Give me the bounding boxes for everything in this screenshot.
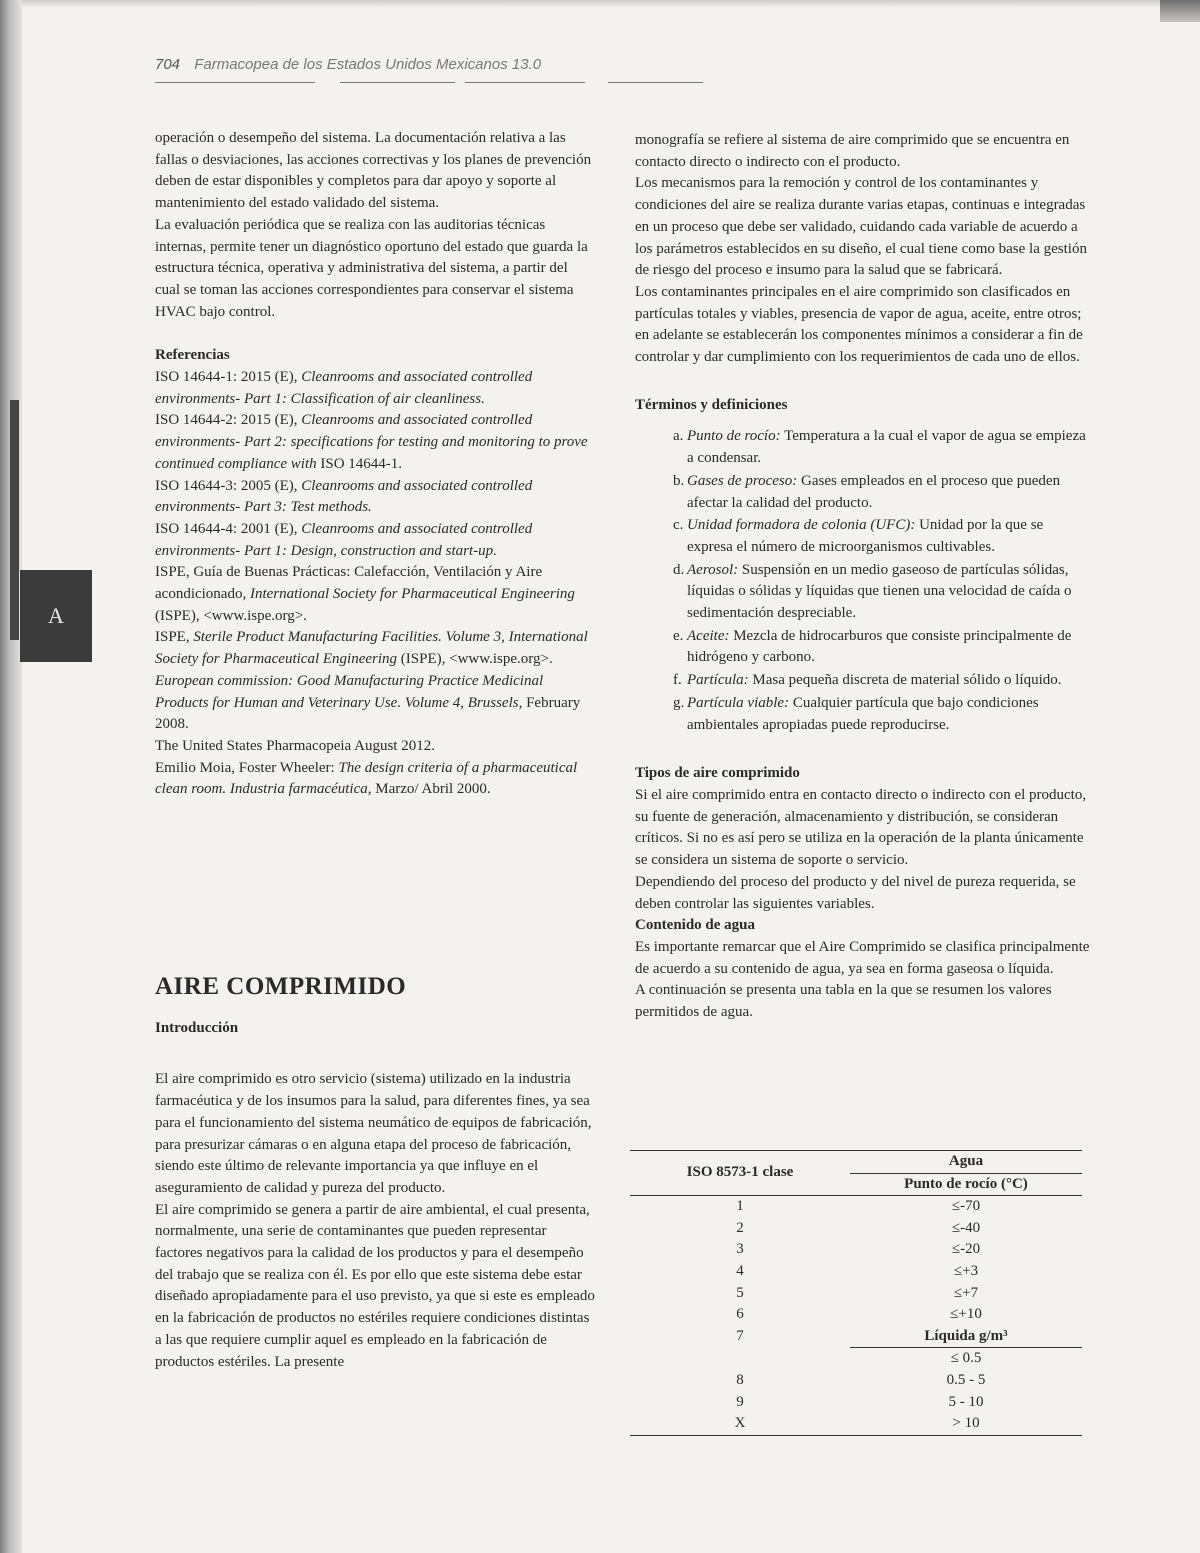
definition-text: Temperatura a la cual el vapor de agua se empieza a condensar. xyxy=(687,428,1086,467)
table-cell-class: X xyxy=(630,1413,850,1435)
table-cell-value: ≤ 0.5 xyxy=(850,1348,1082,1370)
table-cell-value: ≤+10 xyxy=(950,1306,982,1323)
definition-term: Partícula: xyxy=(687,672,749,689)
terms-heading: Términos y definiciones xyxy=(635,396,788,413)
reference-item xyxy=(155,519,595,562)
reference-title: Cleanrooms and associated controlled environments- Part 3: Test methods. xyxy=(155,477,533,516)
body-paragraph: El aire comprimido es otro servicio (sistema) utilizado en la industria farmacéutica y de los insumos para la salud, para diferentes fines, ya sea para el funcionamiento del sistema neumático de equipos de fabricación, para presurizar cámaras o en alguna etapa del proceso de fabricación, siendo este último de relevante importancia ya que influye en el aseguramiento de calidad y pureza del producto. xyxy=(155,1071,592,1196)
publication-title: Farmacopea de los Estados Unidos Mexicanos 13.0 xyxy=(194,56,542,73)
definition-item xyxy=(635,471,1090,514)
table-cell-class: 2 xyxy=(736,1219,744,1236)
definition-marker: g. xyxy=(673,694,685,711)
reference-title: Cleanrooms and associated controlled environments- Part 1: Classification of air cleanliness. xyxy=(155,369,533,407)
definition-text: Gases empleados en el proceso que pueden afectar la calidad del producto. xyxy=(687,472,1061,511)
table-cell-class: 5 xyxy=(736,1284,744,1301)
left-column xyxy=(155,128,595,801)
definition-item xyxy=(635,515,1090,558)
body-paragraph: A continuación se presenta una tabla en la que se resumen los valores permitidos de agua. xyxy=(635,982,1052,1021)
types-heading: Tipos de aire comprimido xyxy=(635,765,800,782)
definition-marker: e. xyxy=(673,627,684,644)
reference-title: Sterile Product Manufacturing Facilities. Volume 3, International Society for Pharmaceutical Engineering xyxy=(155,629,588,668)
reference-item xyxy=(155,736,595,758)
scan-edge-left xyxy=(0,0,22,1553)
water-heading: Contenido de agua xyxy=(635,917,756,934)
body-paragraph: El aire comprimido se genera a partir de aire ambiental, el cual presenta, normalmente, una serie de contaminantes que pueden representar factores negativos para la calidad de los productos y para el desempeño del trabajo que se realiza con él. Es por ello que este sistema debe estar diseñado apropiadamente para el uso previsto, ya que si este es empleado en la fabricación de productos no estériles requiere condiciones distintas a las que requiere cumplir aquel es empleado en la fabricación de productos estériles. La presente xyxy=(155,1201,595,1370)
reference-text: (ISPE), <www.ispe.org>. xyxy=(155,607,307,624)
table-header-water: Agua xyxy=(850,1151,1082,1174)
table-body-liquid xyxy=(630,1370,1082,1435)
scan-binding-shadow xyxy=(10,400,19,640)
table-cell-class: 4 xyxy=(736,1262,744,1279)
reference-item xyxy=(155,627,595,670)
left-column-lower xyxy=(155,973,595,1373)
definition-item xyxy=(635,560,1090,625)
section-tab: A xyxy=(20,570,92,662)
reference-text: February 2008. xyxy=(155,694,581,733)
reference-text: Marzo/ Abril 2000. xyxy=(371,781,491,798)
body-paragraph: Es importante remarcar que el Aire Comprimido se clasifica principalmente de acuerdo a su contenido de agua, ya sea en forma gaseosa o líquida. xyxy=(635,938,1090,977)
table-row xyxy=(630,1413,1082,1435)
reference-text: The United States Pharmacopeia August 2012. xyxy=(155,737,435,754)
definition-term: Gases de proceso: xyxy=(687,472,798,489)
table-cell-value: ≤-20 xyxy=(951,1241,981,1258)
water-content-table xyxy=(630,1150,1082,1436)
definition-item xyxy=(635,693,1090,736)
reference-item xyxy=(155,410,595,475)
references-heading: Referencias xyxy=(155,347,230,364)
header-rule xyxy=(465,82,585,83)
right-column xyxy=(635,130,1090,1024)
definition-marker: b. xyxy=(673,472,685,489)
reference-text: ISPE, xyxy=(155,629,194,646)
reference-title: The design criteria of a pharmaceutical clean room. Industria farmacéutica, xyxy=(155,759,578,798)
body-paragraph: La evaluación periódica que se realiza con las auditorias técnicas internas, permite tener un diagnóstico oportuno del estado que guarda la estructura técnica, operativa y administrativa del sistema, a partir del cual se toman las acciones correspondientes para conservar el sistema HVAC bajo control. xyxy=(155,216,588,320)
body-paragraph: Los contaminantes principales en el aire comprimido son clasificados en partículas totales y viables, presencia de vapor de agua, aceite, entre otros; en adelante se establecerán los componentes mínimos a considerar a fin de controlar y dar cumplimiento con los requerimientos de cada uno de ellos. xyxy=(635,283,1083,366)
page-number: 704 xyxy=(155,56,181,73)
definition-item xyxy=(635,626,1090,669)
reference-text: ISO 14644-3: 2005 (E), xyxy=(155,477,302,494)
table-cell-value: ≤-70 xyxy=(850,1196,1082,1218)
reference-text: Emilio Moia, Foster Wheeler: xyxy=(155,759,339,776)
table-cell-class: 1 xyxy=(630,1196,850,1218)
body-paragraph: Si el aire comprimido entra en contacto directo o indirecto con el producto, su fuente de generación, almacenamiento y distribución, se consideran críticos. Si no es así pero se utiliza en la operación de la planta únicamente se considera un sistema de soporte o servicio. xyxy=(635,786,1087,869)
definition-marker: f. xyxy=(673,672,682,689)
reference-item xyxy=(155,758,595,801)
table-row xyxy=(630,1196,1082,1218)
definition-text: Masa pequeña discreta de material sólido o líquido. xyxy=(748,672,1062,689)
table-cell-class: 7 xyxy=(736,1328,744,1344)
definition-marker: d. xyxy=(673,561,685,578)
body-paragraph: monografía se refiere al sistema de aire comprimido que se encuentra en contacto directo o indirecto con el producto. xyxy=(635,132,1070,170)
reference-item xyxy=(155,476,595,519)
header-rule xyxy=(155,82,315,83)
section-title: AIRE COMPRIMIDO xyxy=(155,973,407,1000)
running-header xyxy=(155,56,541,73)
table-cell-value: > 10 xyxy=(850,1413,1082,1435)
definition-marker: c. xyxy=(673,517,684,534)
reference-title: European commission: Good Manufacturing Practice Medicinal Products for Human and Veterinary Use. Volume 4, Brussels, xyxy=(155,672,544,711)
definition-text: Cualquier partícula que bajo condiciones ambientales apropiadas puede reproducirse. xyxy=(687,694,1039,733)
table-cell-value: 0.5 - 5 xyxy=(946,1371,986,1388)
definition-item xyxy=(635,426,1090,469)
table-cell-class: 8 xyxy=(736,1371,744,1388)
reference-text: ISPE, Guía de Buenas Prácticas: Calefacción, Ventilación y Aire acondicionado, xyxy=(155,564,543,603)
definition-term: Punto de rocío: xyxy=(687,428,781,445)
reference-list xyxy=(155,367,595,801)
definition-list xyxy=(635,426,1090,736)
reference-title: Cleanrooms and associated controlled environments- Part 2: specifications for testing and monitoring to prove continued compliance with xyxy=(155,412,588,472)
table-row xyxy=(630,1392,1082,1414)
table-cell-class: 3 xyxy=(736,1241,744,1258)
reference-title: International Society for Pharmaceutical Engineering xyxy=(249,586,575,603)
table-cell-value: ≤+3 xyxy=(953,1262,979,1279)
reference-text: ISO 14644-1. xyxy=(316,455,403,472)
table-cell-value: 5 - 10 xyxy=(948,1393,984,1410)
definition-term: Aceite: xyxy=(687,627,730,644)
table-row xyxy=(630,1261,1082,1283)
reference-item xyxy=(155,671,595,736)
definition-term: Partícula viable: xyxy=(687,694,790,711)
header-rule xyxy=(608,82,703,83)
introduction-heading: Introducción xyxy=(155,1019,239,1036)
header-rule xyxy=(340,82,455,83)
table-subheader-liquid: Líquida g/m³ xyxy=(924,1327,1008,1344)
table-body-dewpoint xyxy=(630,1196,1082,1326)
reference-item xyxy=(155,367,595,410)
table-cell-value: ≤+7 xyxy=(953,1284,979,1301)
table-cell-value: ≤-40 xyxy=(951,1219,981,1236)
table-row xyxy=(630,1370,1082,1392)
definition-text: Suspensión en un medio gaseoso de partículas sólidas, líquidas o sólidas y líquidas que tienen una velocidad de caída o sedimentación despreciable. xyxy=(687,561,1072,622)
table-cell-class: 9 xyxy=(736,1393,744,1410)
reference-text: ISO 14644-1: 2015 (E), xyxy=(155,369,302,386)
table-row xyxy=(630,1218,1082,1240)
table-row xyxy=(630,1239,1082,1261)
body-paragraph: Los mecanismos para la remoción y control de los contaminantes y condiciones del aire se realiza durante varias etapas, continuas e integradas en un proceso que debe ser validado, cuidando cada variable de acuerdo a los parámetros establecidos en su diseño, el cual tiene como base la gestión de riesgo del proceso e insumo para la salud que se fabricará. xyxy=(635,175,1087,279)
table-cell-class: 6 xyxy=(736,1306,744,1323)
definition-marker: a. xyxy=(673,428,684,445)
reference-text: (ISPE), <www.ispe.org>. xyxy=(397,651,553,668)
scan-edge-top xyxy=(0,0,1200,8)
table-header-class: ISO 8573-1 clase xyxy=(630,1151,850,1196)
reference-text: ISO 14644-2: 2015 (E), xyxy=(155,412,302,429)
intro-paragraph: operación o desempeño del sistema. La documentación relativa a las fallas o desviaciones, las acciones correctivas y los planes de prevención deben de estar disponibles y completos para dar apoyo y soporte al mantenimiento del estado validado del sistema. xyxy=(155,130,592,212)
scan-corner-shadow xyxy=(1160,0,1200,22)
reference-text: ISO 14644-4: 2001 (E), xyxy=(155,520,302,537)
body-paragraph: Dependiendo del proceso del producto y del nivel de pureza requerida, se deben controlar las siguientes variables. xyxy=(635,873,1076,912)
definition-term: Aerosol: xyxy=(687,561,739,578)
definition-text: Mezcla de hidrocarburos que consiste principalmente de hidrógeno y carbono. xyxy=(687,627,1072,666)
table-subheader-dewpoint: Punto de rocío (°C) xyxy=(850,1173,1082,1196)
definition-term: Unidad formadora de colonia (UFC): xyxy=(687,517,916,534)
table-row xyxy=(630,1304,1082,1326)
reference-item xyxy=(155,562,595,627)
definition-item xyxy=(635,670,1090,692)
table-row xyxy=(630,1283,1082,1305)
definition-text: Unidad por la que se expresa el número de microorganismos cultivables. xyxy=(687,517,1044,555)
reference-title: Cleanrooms and associated controlled environments- Part 1: Design, construction and start-up. xyxy=(155,520,533,559)
